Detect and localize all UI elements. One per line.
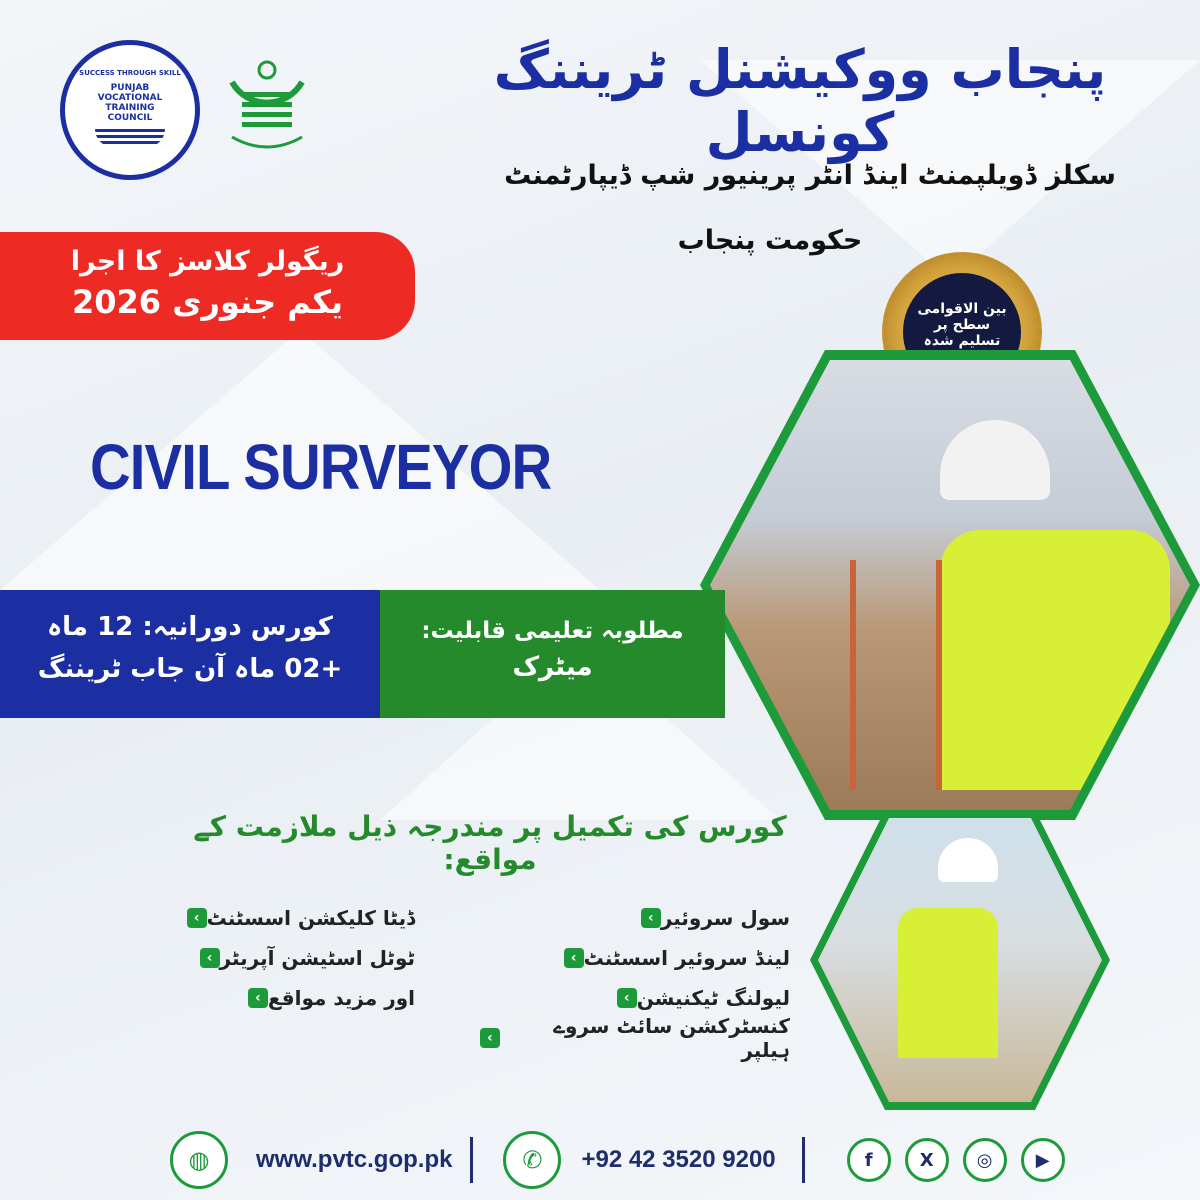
start-banner-line2: یکم جنوری 2026 — [72, 283, 343, 321]
list-item — [470, 978, 790, 1018]
website-link[interactable]: www.pvtc.gop.pk — [256, 1146, 453, 1173]
duration-line1: کورس دورانیہ: 12 ماہ — [46, 612, 334, 642]
chevron-icon: › — [564, 948, 584, 968]
pvtc-logo-name-2: VOCATIONAL — [97, 93, 163, 103]
worker-vest — [940, 530, 1170, 790]
job-label: اور مزید مواقع — [267, 986, 415, 1010]
list-item — [470, 1014, 790, 1062]
x-icon[interactable]: X — [905, 1138, 949, 1182]
punjab-government-logo — [212, 52, 322, 162]
phone-icon[interactable]: ✆ — [503, 1131, 561, 1189]
pvtc-logo-name — [98, 83, 163, 123]
list-item — [140, 938, 415, 978]
worker-helmet — [940, 420, 1050, 500]
page-title: پنجاب ووکیشنل ٹریننگ کونسل — [493, 38, 1107, 164]
pvtc-logo-name-1: PUNJAB — [110, 83, 150, 93]
chevron-icon: › — [480, 1028, 500, 1048]
surveyor-photo-large — [710, 360, 1190, 810]
footer-divider — [470, 1137, 473, 1183]
job-label: لینڈ سروئیر اسسٹنٹ — [583, 946, 790, 970]
course-title: CIVIL SURVEYOR — [90, 431, 552, 503]
chevron-icon: › — [187, 908, 207, 928]
footer — [0, 1120, 1200, 1200]
duration-line2: +02 ماہ آن جاب ٹریننگ — [37, 654, 343, 684]
chevron-icon: › — [200, 948, 220, 968]
instagram-icon[interactable]: ◎ — [963, 1138, 1007, 1182]
chevron-icon: › — [248, 988, 268, 1008]
government-subtitle: حکومت پنجاب — [677, 225, 863, 256]
seal-line1: بین الاقوامی — [917, 300, 1007, 317]
job-label: سول سروئیر — [660, 906, 790, 930]
tripod — [850, 560, 942, 790]
youtube-icon[interactable]: ▶ — [1021, 1138, 1065, 1182]
job-label: کنسٹرکشن سائٹ سروے ہیلپر — [553, 1014, 790, 1062]
job-label: ٹوٹل اسٹیشن آپریٹر — [219, 946, 415, 970]
jobs-left-column — [140, 898, 415, 1018]
job-label: لیولنگ ٹیکنیشن — [636, 986, 790, 1010]
footer-divider — [802, 1137, 805, 1183]
duration-panel — [0, 590, 380, 718]
chevron-icon: › — [617, 988, 637, 1008]
list-item — [470, 938, 790, 978]
chevron-icon: › — [641, 908, 661, 928]
start-banner-line1: ریگولر کلاسز کا اجرا — [70, 246, 345, 277]
seal-line3: تسلیم شدہ — [923, 332, 1001, 349]
worker-helmet-small — [938, 838, 998, 882]
list-item — [140, 898, 415, 938]
start-date-banner — [0, 232, 415, 340]
list-item — [470, 898, 790, 938]
seal-line2: سطح پر — [933, 316, 991, 333]
list-item — [140, 978, 415, 1018]
jobs-right-column — [470, 898, 790, 1062]
qualification-line1: مطلوبہ تعلیمی قابلیت: — [421, 618, 684, 644]
globe-icon[interactable]: ◍ — [170, 1131, 228, 1189]
pvtc-logo-name-4: COUNCIL — [107, 113, 153, 123]
pvtc-logo — [60, 40, 200, 180]
qualification-line2: میٹرک — [512, 652, 593, 682]
pvtc-logo-arc-text: SUCCESS THROUGH SKILL — [79, 69, 181, 77]
facebook-icon[interactable]: f — [847, 1138, 891, 1182]
worker-vest-small — [898, 908, 998, 1058]
phone-number[interactable]: +92 42 3520 9200 — [581, 1146, 776, 1173]
jobs-heading: کورس کی تکمیل پر مندرجہ ذیل ملازمت کے مواقع: — [193, 810, 787, 876]
qualification-panel — [380, 590, 725, 718]
pvtc-logo-waves — [95, 129, 165, 147]
department-subtitle: سکلز ڈویلپمنٹ اینڈ انٹر پرینیور شپ ڈیپارٹمنٹ — [504, 160, 1116, 191]
job-label: ڈیٹا کلیکشن اسسٹنٹ — [206, 906, 415, 930]
pvtc-logo-name-3: TRAINING — [105, 103, 155, 113]
